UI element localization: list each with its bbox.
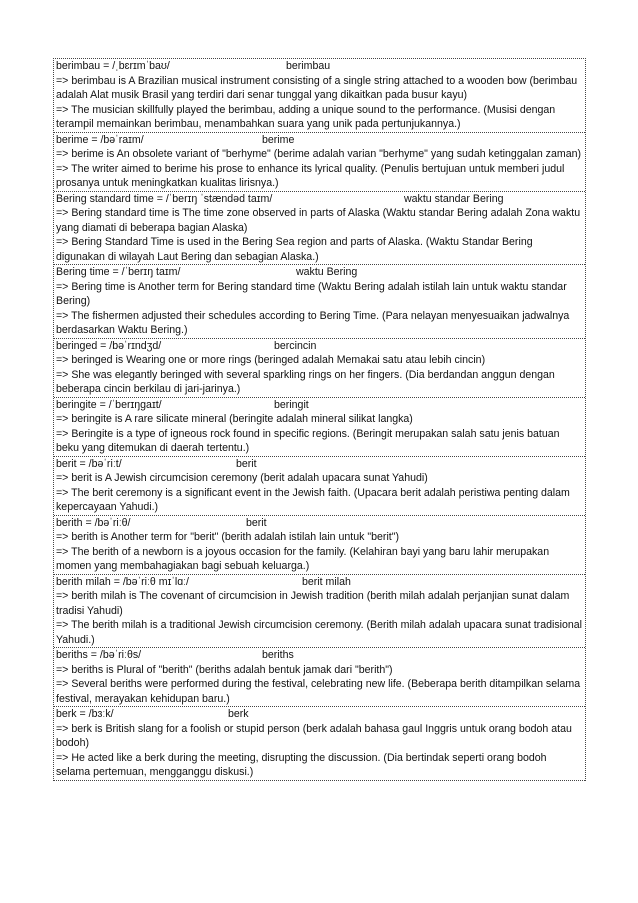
translation: berit <box>236 457 257 470</box>
translation: berit milah <box>302 575 351 588</box>
definition-line: => berk is British slang for a foolish or stupid person (berk adalah bahasa gaul Inggris untuk orang bodoh atau bodoh) <box>56 722 572 749</box>
definition-line: => berimbau is A Brazilian musical instrument consisting of a single string attached to a wooden bow (berimbau adalah Alat musik Brasil yang terdiri dari senar tunggal yang dikaitkan pada busur kayu) <box>56 74 578 101</box>
example-line: => The berith of a newborn is a joyous occasion for the family. (Kelahiran bayi yang baru lahir merupakan momen yang membahagiakan bagi sebuah keluarga.) <box>56 545 550 572</box>
dictionary-entry <box>54 192 585 266</box>
headword-pronunciation: berime = /bəˈraɪm/ <box>56 133 144 146</box>
entry-header <box>56 59 583 74</box>
translation: berimbau <box>286 60 331 72</box>
definition-line: => berit is A Jewish circumcision ceremony (berit adalah upacara sunat Yahudi) <box>56 472 428 484</box>
translation: beriths <box>262 649 294 661</box>
definition-line: => Bering standard time is The time zone observed in parts of Alaska (Waktu standar Bering adalah Zona waktu yang diamati di beberapa bagian Alaska) <box>56 207 581 234</box>
headword-pronunciation: Bering standard time = /ˈberɪŋ ˈstændəd taɪm/ <box>56 192 273 205</box>
definition-line: => beriths is Plural of "berith" (beriths adalah bentuk jamak dari "berith") <box>56 663 393 676</box>
headword-pronunciation: berith = /bəˈriːθ/ <box>56 516 131 529</box>
translation: waktu standar Bering <box>404 192 504 205</box>
dictionary-entry <box>54 59 585 133</box>
example-line: => The berit ceremony is a significant event in the Jewish faith. (Upacara berit adalah peristiwa penting dalam kepercayaan Yahudi.) <box>56 486 570 513</box>
entry-header <box>56 707 583 722</box>
translation: berk <box>228 708 249 720</box>
headword-pronunciation: Bering time = /ˈberɪŋ taɪm/ <box>56 266 181 278</box>
entry-header <box>56 133 583 148</box>
definition-line: => Bering time is Another term for Bering standard time (Waktu Bering adalah istilah lain untuk waktu standar Bering) <box>56 280 567 307</box>
translation: berime <box>262 133 295 146</box>
dictionary-page <box>53 58 586 781</box>
dictionary-entry <box>54 648 585 707</box>
example-line: => Beringite is a type of igneous rock found in specific regions. (Beringit merupakan salah satu jenis batuan beku yang ditemukan di daerah tertentu.) <box>56 427 560 454</box>
entry-header <box>56 516 583 531</box>
translation: berit <box>246 516 267 529</box>
entry-header <box>56 265 583 280</box>
entry-header <box>56 192 583 207</box>
example-line: => He acted like a berk during the meeting, disrupting the discussion. (Dia bertindak seperti orang bodoh selama pertemuan, mengganggu diskusi.) <box>56 751 547 778</box>
translation: bercincin <box>274 339 317 352</box>
definition-line: => berime is An obsolete variant of "berhyme" (berime adalah varian "berhyme" yang sudah ketinggalan zaman) <box>56 148 582 160</box>
entry-header <box>56 457 583 472</box>
dictionary-entry <box>54 339 585 398</box>
dictionary-entry <box>54 707 585 781</box>
headword-pronunciation: berk = /bɜːk/ <box>56 708 114 720</box>
definition-line: => beringite is A rare silicate mineral (beringite adalah mineral silikat langka) <box>56 413 413 425</box>
headword-pronunciation: beriths = /bəˈriːθs/ <box>56 649 142 661</box>
example-line: => The fishermen adjusted their schedules according to Bering Time. (Para nelayan menyesuaikan jadwalnya berdasarkan Waktu Bering.) <box>56 309 570 336</box>
dictionary-entry <box>54 133 585 192</box>
translation: waktu Bering <box>296 266 358 278</box>
definition-line: => berith milah is The covenant of circumcision in Jewish tradition (berith milah adalah perjanjian sunat dalam tradisi Yahudi) <box>56 590 570 617</box>
translation: beringit <box>274 398 309 411</box>
headword-pronunciation: beringed = /bəˈrɪndʒd/ <box>56 339 162 352</box>
headword-pronunciation: berit = /bəˈriːt/ <box>56 457 122 470</box>
example-line: => She was elegantly beringed with several sparkling rings on her fingers. (Dia berdandan anggun dengan beberapa cincin berkilau di jari-jarinya.) <box>56 368 555 395</box>
headword-pronunciation: berith milah = /bəˈriːθ mɪˈlɑː/ <box>56 575 190 588</box>
headword-pronunciation: berimbau = /ˌbɛrɪmˈbaʊ/ <box>56 60 170 72</box>
dictionary-entry <box>54 516 585 575</box>
example-line: => The berith milah is a traditional Jewish circumcision ceremony. (Berith milah adalah upacara sunat tradisional Yahudi.) <box>56 619 583 646</box>
dictionary-entry <box>54 457 585 516</box>
definition-line: => berith is Another term for "berit" (berith adalah istilah lain untuk "berit") <box>56 531 400 543</box>
example-line: => The writer aimed to berime his prose to enhance its lyrical quality. (Penulis bertujuan untuk memberi judul prosanya untuk meningkatkan kualitas lirisnya.) <box>56 162 565 189</box>
headword-pronunciation: beringite = /ˈberɪŋgaɪt/ <box>56 398 162 411</box>
entry-header <box>56 398 583 413</box>
entry-header <box>56 575 583 590</box>
example-line: => The musician skillfully played the berimbau, adding a unique sound to the performance. (Musisi dengan terampil memainkan berimbau, menambahkan suara yang unik pada pertunjukannya.) <box>56 103 556 130</box>
entry-header <box>56 339 583 354</box>
dictionary-entry <box>54 265 585 339</box>
entry-header <box>56 648 583 663</box>
dictionary-entry <box>54 575 585 649</box>
definition-line: => beringed is Wearing one or more rings (beringed adalah Memakai satu atau lebih cincin) <box>56 354 486 366</box>
dictionary-entry <box>54 398 585 457</box>
example-line: => Several beriths were performed during the festival, celebrating new life. (Beberapa berith ditampilkan selama festival, merayakan kehidupan baru.) <box>56 678 581 705</box>
example-line: => Bering Standard Time is used in the Bering Sea region and parts of Alaska. (Waktu Standar Bering digunakan di wilayah Laut Bering dan sebagian Alaska.) <box>56 236 533 263</box>
